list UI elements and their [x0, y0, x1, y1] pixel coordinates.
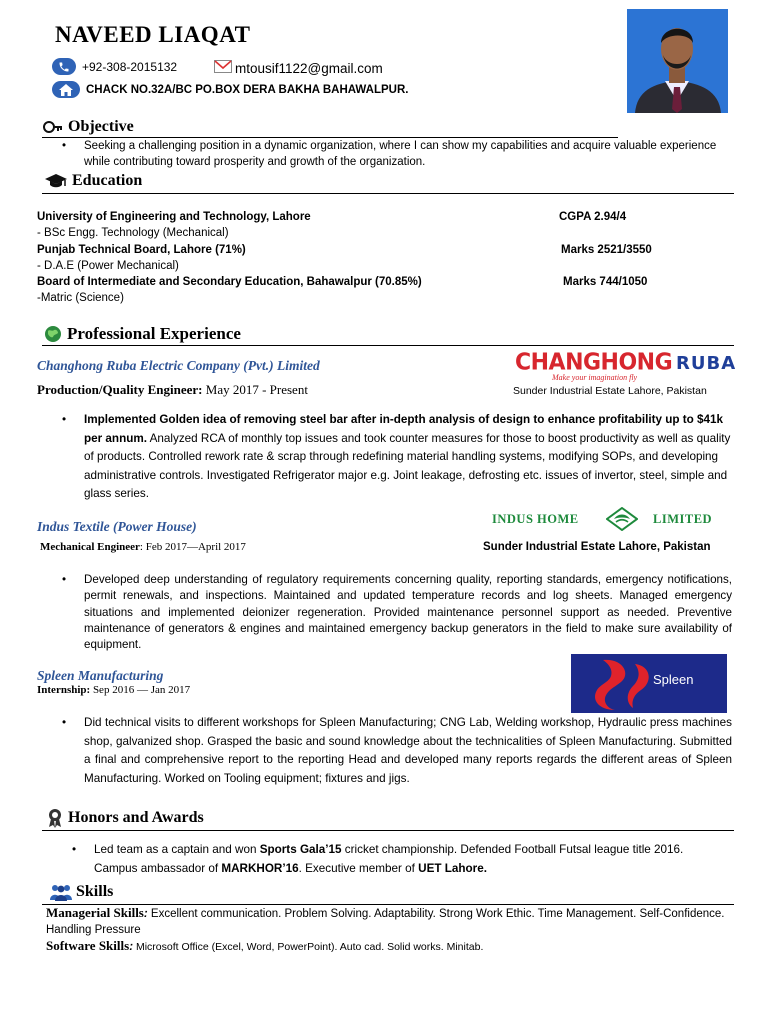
job-bullet: • Implemented Golden idea of removing steel bar after in-depth analysis of design to enhance profitability up to $41k per annum. Analyzed RCA of monthly top issues and took counter measures for those to boost productivity as well as quality of products. Controlled rework rate & scrap through redefining material handling systems, modifying SOPs, and developing administrative controls. Investigated Refrigerator major e.g. Joint leakage, defrosting etc. issues of invertor, steel, simple and glass series.: [62, 413, 731, 500]
company-name: Indus Textile (Power House): [37, 519, 197, 534]
experience-rule: [42, 345, 734, 346]
spleen-logo: Spleen: [571, 654, 727, 713]
key-icon: [43, 120, 63, 134]
phone-number[interactable]: +92-308-2015132: [82, 59, 178, 74]
candidate-name: NAVEED LIAQAT: [55, 22, 251, 47]
honors-bullet: • Led team as a captain and won Sports Gala’15 cricket championship. Defended Football Futsal league title 2016. Campus ambassador of MARKHOR’16. Executive member of UET Lahore.: [72, 843, 684, 875]
award-ribbon-icon: [47, 808, 63, 828]
phone-icon: [52, 58, 76, 75]
indus-leaf-icon: [606, 507, 638, 536]
phone-row: [52, 58, 177, 75]
job-role: Mechanical Engineer: Feb 2017—April 2017: [40, 541, 246, 553]
changhong-ruba-logo: CHANGHONG RUBA Make your imagination fly: [515, 349, 737, 382]
email-row: [214, 60, 383, 76]
education-row: Board of Intermediate and Secondary Education, Bahawalpur (70.85%) Marks 744/1050: [37, 276, 648, 289]
skills-heading: Skills: [50, 883, 113, 901]
job-location: Sunder Industrial Estate Lahore, Pakistan: [483, 541, 711, 553]
globe-icon: [44, 325, 62, 343]
education-row: - D.A.E (Power Mechanical): [37, 259, 179, 272]
address-text: CHACK NO.32A/BC PO.BOX DERA BAKHA BAHAWALPUR.: [86, 83, 409, 96]
company-name: Changhong Ruba Electric Company (Pvt.) Limited: [37, 358, 320, 373]
education-row: Punjab Technical Board, Lahore (71%) Marks 2521/3550: [37, 243, 652, 256]
education-heading: Education: [45, 172, 142, 190]
company-name: Spleen Manufacturing: [37, 668, 164, 683]
job-bullet: • Did technical visits to different workshops for Spleen Manufacturing; CNG Lab, Welding workshop, Hydraulic press machines shop, galvanized shop. Grasped the basic and sound knowledge about the technicalities of Spleen Manufacturing. Submitted a final and comprehensive report to the reporting Head and developed many reports regards the different areas of Spleen Manufacturing. Worked on Tooling equipment; fixtures and jigs.: [62, 716, 732, 786]
profile-photo: [627, 9, 728, 113]
graduation-cap-icon: [45, 174, 67, 188]
people-icon: [50, 884, 72, 901]
job-bullet: • Developed deep understanding of regulatory requirements concerning quality, reporting standards, emergency notifications, permit renewals, and inspections. Maintained and updated temperature records and log sheets. Managed emergency situations and implemented deionizer regeneration. Provided maintenance personnel support as needed. Preventive maintenance of generators & engines and maintained emergency backup generators in the field to make sure availability of equipment.: [62, 573, 732, 652]
address-row: [52, 81, 408, 98]
managerial-skills: Managerial Skills: Excellent communication. Problem Solving. Adaptability. Strong Work Ethic. Time Management. Self-Confidence. Handling Pressure: [46, 905, 725, 936]
honors-rule: [42, 830, 734, 831]
job-location: Sunder Industrial Estate Lahore, Pakistan: [513, 385, 707, 397]
experience-heading: Professional Experience: [44, 324, 241, 344]
education-row: University of Engineering and Technology, Lahore CGPA 2.94/4: [37, 211, 627, 223]
education-row: -Matric (Science): [37, 292, 124, 305]
indus-home-logo: INDUS HOME LIMITED: [490, 505, 726, 533]
objective-heading: Objective: [43, 118, 134, 136]
education-rule: [42, 193, 734, 194]
home-icon: [52, 81, 80, 98]
email-address[interactable]: mtousif1122@gmail.com: [235, 60, 383, 76]
job-role: Internship: Sep 2016 — Jan 2017: [37, 684, 191, 696]
education-table: [37, 209, 737, 307]
job-role: Production/Quality Engineer: May 2017 - Present: [37, 382, 308, 397]
email-icon: [214, 60, 232, 76]
software-skills: Software Skills: Microsoft Office (Excel, Word, PowerPoint). Auto cad. Solid works. Minitab.: [46, 938, 484, 953]
objective-bullet: • Seeking a challenging position in a dynamic organization, where I can show my capabilities and acquire valuable experience while contributing toward prosperity and growth of the organization.: [62, 140, 717, 168]
education-row: - BSc Engg. Technology (Mechanical): [37, 227, 229, 240]
honors-heading: Honors and Awards: [47, 808, 204, 828]
